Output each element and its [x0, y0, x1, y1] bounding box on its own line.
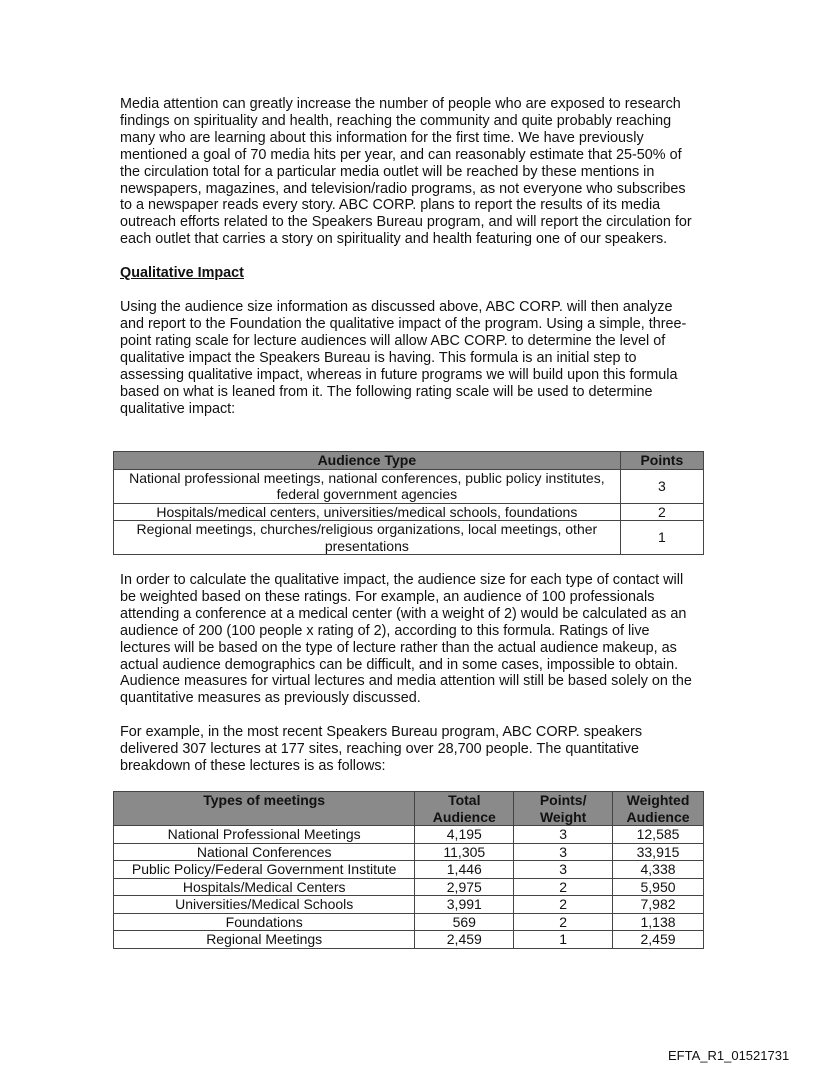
table-cell: 4,338 — [613, 861, 704, 879]
table-header-row — [114, 452, 704, 470]
table-cell: 2,459 — [613, 931, 704, 949]
table-header-row — [114, 792, 704, 826]
meetings-breakdown-table — [113, 791, 704, 949]
table-cell: 12,585 — [613, 826, 704, 844]
table-row — [114, 896, 704, 914]
table-row — [114, 861, 704, 879]
table-cell: National professional meetings, national conferences, public policy institutes, federal government agencies — [114, 469, 621, 503]
document-id-footer: EFTA_R1_01521731 — [668, 1048, 790, 1063]
section-heading-qualitative-impact: Qualitative Impact — [120, 265, 244, 282]
table-cell: Regional meetings, churches/religious organizations, local meetings, other presentations — [114, 521, 621, 555]
table-cell: Foundations — [114, 913, 415, 931]
column-header-types-of-meetings: Types of meetings — [114, 792, 415, 826]
table-cell: Regional Meetings — [114, 931, 415, 949]
table-cell: National Professional Meetings — [114, 826, 415, 844]
paragraph-media-attention: Media attention can greatly increase the number of people who are exposed to research findings on spirituality and health, reaching the community and quite probably reaching many who are learning about this information for the first time. We have previously mentioned a goal of 70 media hits per year, and can reasonably estimate that 25-50% of the circulation total for a particular media outlet will be reached by these mentions in newspapers, magazines, and television/radio programs, as not everyone who subscribes to a newspaper reads every story. ABC CORP. plans to report the results of its media outreach efforts related to the Speakers Bureau program, and will report the circulation for each outlet that carries a story on spirituality and health featuring one of our speakers. — [120, 96, 692, 248]
table-cell: Public Policy/Federal Government Institute — [114, 861, 415, 879]
table-row — [114, 843, 704, 861]
paragraph-calculate: In order to calculate the qualitative impact, the audience size for each type of contact will be weighted based on these ratings. For example, an audience of 100 professionals attending a conference at a medical center (with a weight of 2) would be calculated as an audience of 200 (100 people x rating of 2), according to this formula. Ratings of live lectures will be based on the type of lecture rather than the actual audience makeup, as actual audience demographics can be difficult, and in some cases, impossible to obtain. Audience measures for virtual lectures and media attention will still be based solely on the quantitative measures as previously discussed. — [120, 572, 692, 707]
table-row — [114, 878, 704, 896]
table-cell: Hospitals/medical centers, universities/medical schools, foundations — [114, 503, 621, 521]
table-cell: 3 — [620, 469, 703, 503]
table-row — [114, 503, 704, 521]
table-row — [114, 469, 704, 503]
table-cell: Hospitals/Medical Centers — [114, 878, 415, 896]
column-header-points: Points — [620, 452, 703, 470]
paragraph-example: For example, in the most recent Speakers Bureau program, ABC CORP. speakers delivered 307 lectures at 177 sites, reaching over 28,700 people. The quantitative breakdown of these lectures is as follows: — [120, 724, 643, 775]
document-body-continued — [120, 572, 700, 775]
table-cell: National Conferences — [114, 843, 415, 861]
table-cell: Universities/Medical Schools — [114, 896, 415, 914]
paragraph-analyze: Using the audience size information as discussed above, ABC CORP. will then analyze and report to the Foundation the qualitative impact of the program. Using a simple, three-point rating scale for lecture audiences will allow ABC CORP. to determine the level of qualitative impact the Speakers Bureau is having. This formula is an initial step to assessing qualitative impact, whereas in future programs we will build upon this formula based on what is leaned from it. The following rating scale will be used to determine qualitative impact: — [120, 299, 687, 417]
table-row — [114, 521, 704, 555]
table-cell: 3 — [514, 843, 613, 861]
column-header-weighted-audience: Weighted Audience — [613, 792, 704, 826]
table-cell: 5,950 — [613, 878, 704, 896]
table-cell: 569 — [415, 913, 514, 931]
table-cell: 2 — [514, 896, 613, 914]
table-cell: 2 — [620, 503, 703, 521]
table-cell: 3 — [514, 826, 613, 844]
rating-scale-table — [113, 451, 704, 555]
column-header-audience-type: Audience Type — [114, 452, 621, 470]
table-row — [114, 931, 704, 949]
table-cell: 1,138 — [613, 913, 704, 931]
table-row — [114, 826, 704, 844]
table-cell: 1 — [620, 521, 703, 555]
column-header-points-weight: Points/ Weight — [514, 792, 613, 826]
table-row — [114, 913, 704, 931]
column-header-total-audience: Total Audience — [415, 792, 514, 826]
table-cell: 2 — [514, 878, 613, 896]
table-cell: 7,982 — [613, 896, 704, 914]
table-cell: 2,459 — [415, 931, 514, 949]
table-cell: 11,305 — [415, 843, 514, 861]
table-cell: 1,446 — [415, 861, 514, 879]
table-cell: 2 — [514, 913, 613, 931]
document-body — [120, 96, 700, 417]
table-cell: 33,915 — [613, 843, 704, 861]
table-cell: 3,991 — [415, 896, 514, 914]
table-cell: 2,975 — [415, 878, 514, 896]
table-cell: 1 — [514, 931, 613, 949]
table-cell: 3 — [514, 861, 613, 879]
table-cell: 4,195 — [415, 826, 514, 844]
